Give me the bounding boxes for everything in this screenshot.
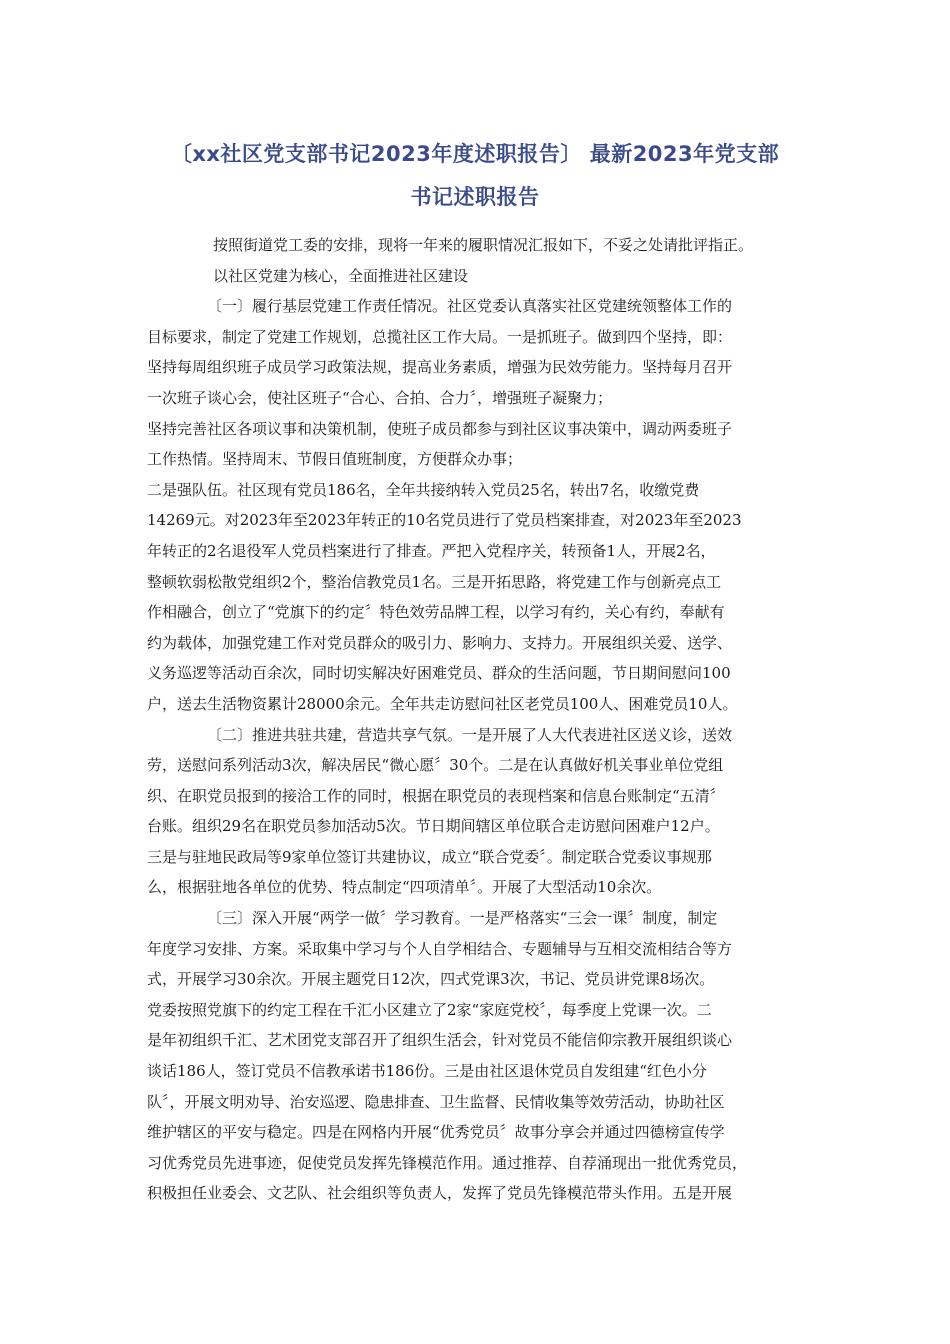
body-text-line: 谈话186人，签订党员不信教承诺书186份。三是由社区退休党员自发组建“红色小分 (147, 1062, 707, 1081)
body-text-line: 队〞，开展文明劝导、治安巡逻、隐患排查、卫生监督、民情收集等效劳活动，协助社区 (147, 1092, 725, 1111)
body-text-line: 户，送去生活物资累计28000余元。全年共走访慰问社区老党员100人、困难党员10人。 (147, 694, 738, 713)
body-text-line: 〔一〕履行基层党建工作责任情况。社区党委认真落实社区党建统领整体工作的 (207, 297, 733, 316)
body-text-line: 〔二〕推进共驻共建，营造共享气氛。一是开展了人大代表进社区送义诊，送效 (207, 725, 733, 744)
body-text-line: 劳，送慰问系列活动3次，解决居民“微心愿〞30个。二是在认真做好机关事业单位党组 (147, 756, 724, 775)
body-text-line: 作相融合，创立了“党旗下的约定〞特色效劳品牌工程，以学习有约，关心有约，奉献有 (147, 603, 725, 622)
body-text-line: 台账。组织29名在职党员参加活动5次。节日期间辖区单位联合走访慰问困难户12户。 (147, 817, 720, 836)
body-text-line: 维护辖区的平安与稳定。四是在网格内开展“优秀党员〞故事分享会并通过四德榜宣传学 (147, 1123, 725, 1142)
body-text-line: 整顿软弱松散党组织2个，整治信教党员1名。三是开拓思路，将党建工作与创新亮点工 (147, 572, 722, 591)
body-text-line: 义务巡逻等活动百余次，同时切实解决好困难党员、群众的生活问题，节日期间慰问100 (147, 664, 731, 683)
body-text-line: 以社区党建为核心，全面推进社区建设 (213, 266, 469, 285)
body-text-line: 年转正的2名退役军人党员档案进行了排查。严把入党程序关，转预备1人，开展2名， (147, 541, 716, 560)
body-text-line: 工作热情。坚持周末、节假日值班制度，方便群众办事； (147, 450, 523, 469)
body-text-line: 习优秀党员先进事迹，促使党员发挥先锋模范作用。通过推荐、自荐涌现出一批优秀党员， (147, 1153, 748, 1172)
body-text-line: 三是与驻地民政局等9家单位签订共建协议，成立“联合党委〞。制定联合党委议事规那 (147, 847, 712, 866)
body-text-line: 按照街道党工委的安排，现将一年来的履职情况汇报如下，不妥之处请批评指正。 (213, 236, 754, 254)
document-title-line-1: 〔xx社区党支部书记2023年度述职报告〕 最新2023年党支部 (170, 142, 780, 166)
body-text-line: 织、在职党员报到的接洽工作的同时，根据在职党员的表现档案和信息台账制定“五清〞 (147, 786, 725, 805)
body-text-line: 目标要求，制定了党建工作规划，总揽社区工作大局。一是抓班子。做到四个坚持，即： (147, 327, 733, 346)
body-text-line: 是年初组织千汇、艺术团党支部召开了组织生活会，针对党员不能信仰宗教开展组织谈心 (147, 1031, 733, 1050)
body-text-line: 14269元。对2023年至2023年转正的10名党员进行了党员档案排查，对2023年至2023 (147, 511, 742, 530)
body-text-line: 么，根据驻地各单位的优势、特点制定“四项清单〞。开展了大型活动10余次。 (147, 878, 662, 897)
body-text-line: 党委按照党旗下的约定工程在千汇小区建立了2家“家庭党校〞，每季度上党课一次。二 (147, 1000, 712, 1019)
body-text-line: 〔三〕深入开展“两学一做〞学习教育。一是严格落实“三会一课〞制度，制定 (207, 909, 718, 928)
document-title-line-2: 书记述职报告 (410, 185, 540, 209)
body-text-line: 约为载体，加强党建工作对党员群众的吸引力、影响力、支持力。开展组织关爱、送学、 (147, 633, 733, 652)
body-text-line: 二是强队伍。社区现有党员186名，全年共接纳转入党员25名，转出7名，收缴党费 (147, 480, 700, 499)
body-text-line: 年度学习安排、方案。采取集中学习与个人自学相结合、专题辅导与互相交流相结合等方 (147, 939, 733, 958)
body-text-line: 一次班子谈心会，使社区班子“合心、合拍、合力〞，增强班子凝聚力； (147, 388, 613, 407)
body-text-line: 式，开展学习30余次。开展主题党日12次，四式党课3次，书记、党员讲党课8场次。 (147, 970, 715, 989)
body-text-line: 坚持完善社区各项议事和决策机制，使班子成员都参与到社区议事决策中，调动两委班子 (147, 419, 733, 438)
body-text-line: 坚持每周组织班子成员学习政策法规，提高业务素质，增强为民效劳能力。坚持每月召开 (147, 358, 733, 377)
body-text-line: 积极担任业委会、文艺队、社会组织等负责人，发挥了党员先锋模范带头作用。五是开展 (147, 1184, 733, 1203)
document-body (147, 230, 807, 1209)
